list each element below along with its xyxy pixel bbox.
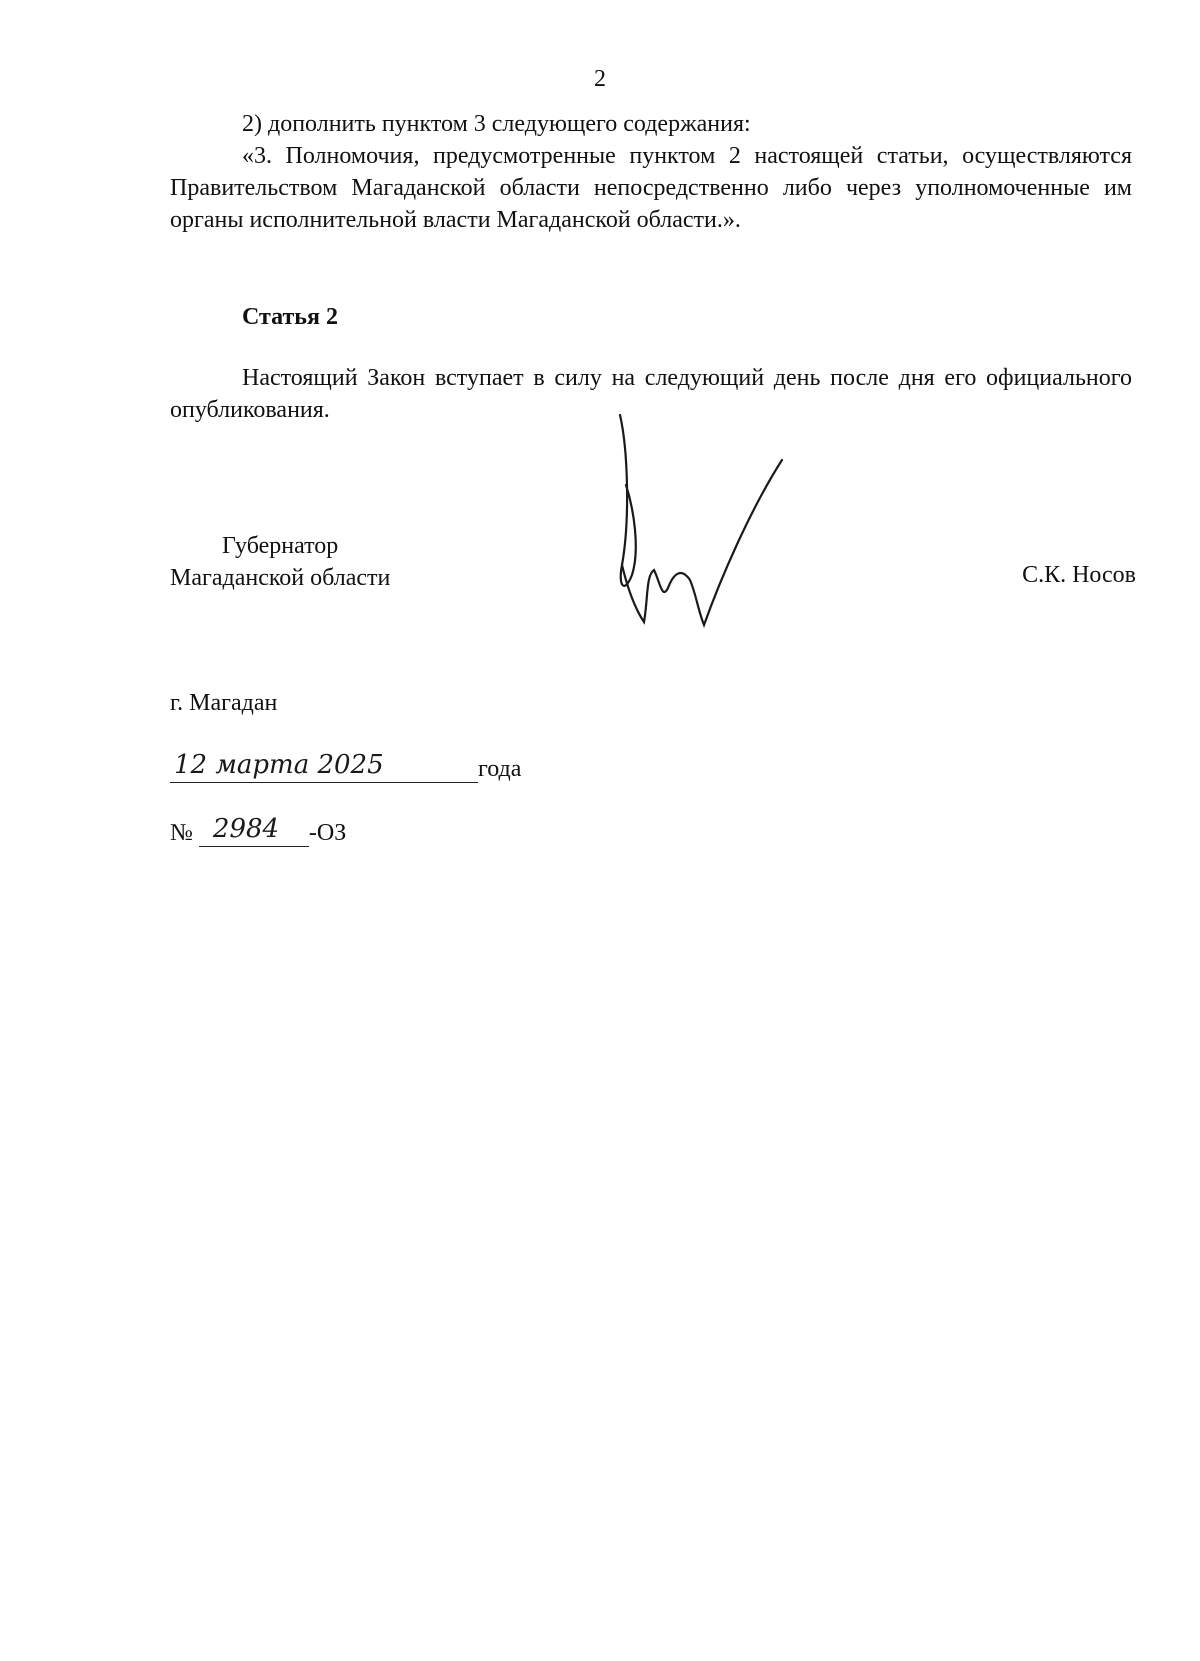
position-line-2: Магаданской области [170,565,391,591]
date-blank [170,752,478,783]
article-title: Статья 2 [242,304,338,330]
position-line-1: Губернатор [222,533,339,559]
number-blank [199,816,309,847]
handwritten-number: 2984 [212,814,280,844]
law-number-line [170,816,346,847]
date-suffix: года [478,756,522,782]
signature-image [610,410,810,640]
date-line [170,752,521,783]
amendment-block [170,108,1132,236]
amendment-quote: «3. Полномочия, предусмотренные пунктом 2 настоящей статьи, осуществляются Правительством Магаданской области непосредственно либо через уполномоченные им органы исполнительной власти Магаданской области.». [170,143,1132,233]
place: г. Магадан [170,690,278,716]
number-sign: № [170,820,193,846]
page-number: 2 [594,66,606,92]
number-suffix: -ОЗ [308,820,347,846]
signatory-name: С.К. Носов [1022,562,1136,588]
signatory-position [170,530,390,594]
amendment-item: 2) дополнить пунктом 3 следующего содержания: [242,111,751,137]
handwritten-date: 12 марта 2025 [174,750,384,780]
article-text: Настоящий Закон вступает в силу на следующий день после дня его официального опубликования. [170,365,1132,423]
